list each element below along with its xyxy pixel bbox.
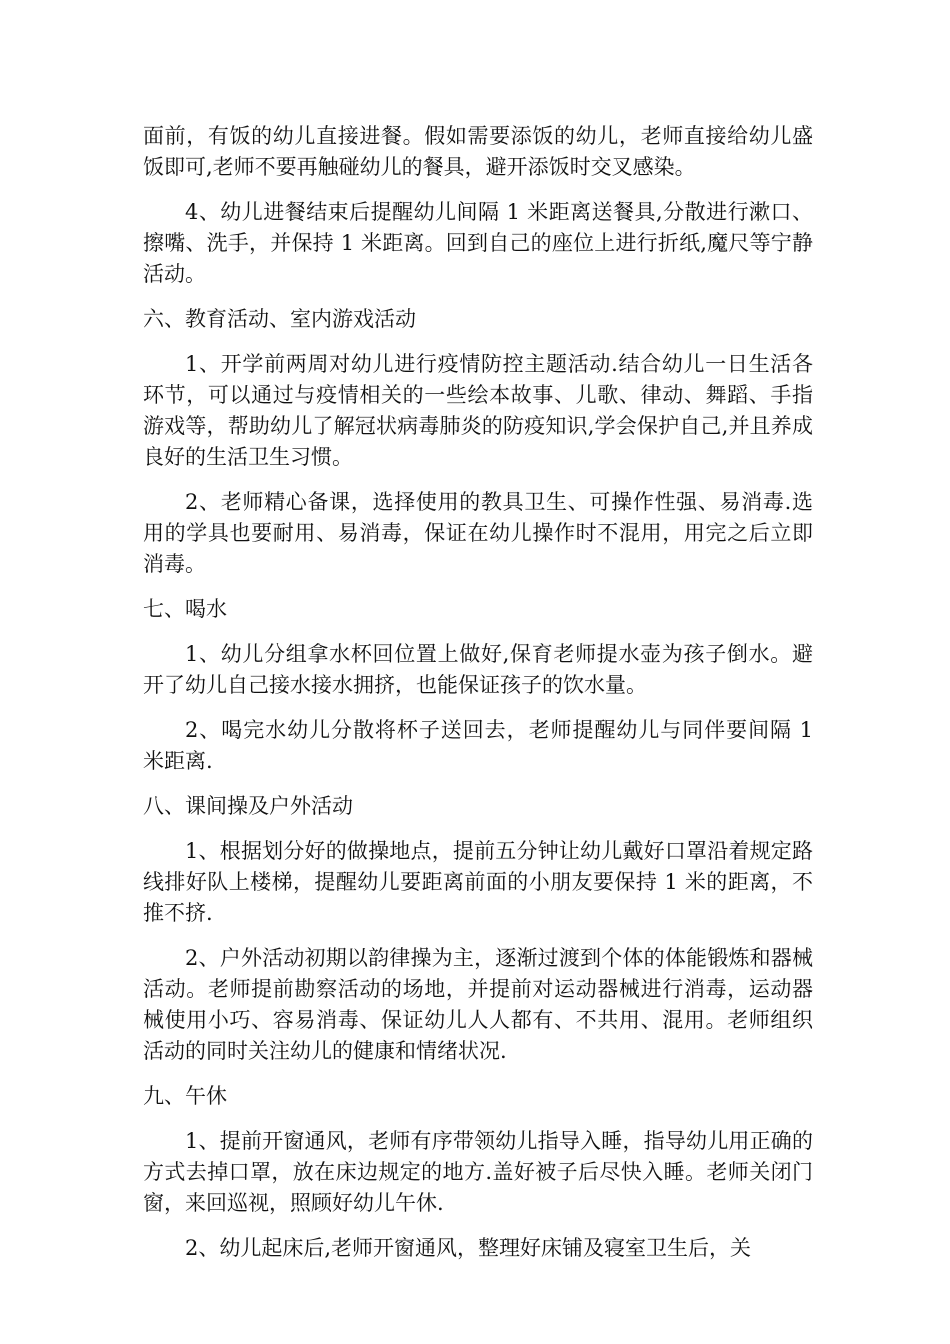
paragraph-exercise-item-2: 2、户外活动初期以韵律操为主，逐渐过渡到个体的体能锻炼和器械活动。老师提前勘察活动的场地，并提前对运动器械进行消毒，运动器械使用小巧、容易消毒、保证幼儿人人都有、不共用、混用。老师组织活动的同时关注幼儿的健康和情绪状况. [143,946,813,1063]
paragraph-meal-continuation: 面前，有饭的幼儿直接进餐。假如需要添饭的幼儿，老师直接给幼儿盛饭即可,老师不要再触碰幼儿的餐具，避开添饭时交叉感染。 [143,124,813,179]
paragraph-exercise-item-1: 1、根据划分好的做操地点，提前五分钟让幼儿戴好口罩沿着规定路线排好队上楼梯，提醒幼儿要距离前面的小朋友要保持 1 米的距离，不推不挤. [143,839,813,925]
paragraph-water-item-1: 1、幼儿分组拿水杯回位置上做好,保育老师提水壶为孩子倒水。避开了幼儿自己接水接水拥挤，也能保证孩子的饮水量。 [143,642,813,697]
document-body [143,121,813,1278]
section-heading-education-activities: 六、教育活动、室内游戏活动 [143,307,416,331]
section-heading-drinking-water: 七、喝水 [143,597,227,621]
paragraph-nap-item-1: 1、提前开窗通风，老师有序带领幼儿指导入睡，指导幼儿用正确的方式去掉口罩，放在床边规定的地方.盖好被子后尽快入睡。老师关闭门窗，来回巡视，照顾好幼儿午休. [143,1129,813,1215]
paragraph-water-item-2: 2、喝完水幼儿分散将杯子送回去，老师提醒幼儿与同伴要间隔 1 米距离. [143,718,813,773]
paragraph-education-item-1: 1、开学前两周对幼儿进行疫情防控主题活动.结合幼儿一日生活各环节，可以通过与疫情相关的一些绘本故事、儿歌、律动、舞蹈、手指游戏等，帮助幼儿了解冠状病毒肺炎的防疫知识,学会保护自己,并且养成良好的生活卫生习惯。 [143,352,813,469]
paragraph-education-item-2: 2、老师精心备课，选择使用的教具卫生、可操作性强、易消毒.选用的学具也要耐用、易消毒，保证在幼儿操作时不混用，用完之后立即消毒。 [143,490,813,576]
paragraph-nap-item-2: 2、幼儿起床后,老师开窗通风，整理好床铺及寝室卫生后，关 [185,1236,752,1260]
section-heading-nap: 九、午休 [143,1084,227,1108]
paragraph-meal-item-4: 4、幼儿进餐结束后提醒幼儿间隔 1 米距离送餐具,分散进行漱口、擦嘴、洗手，并保持 1 米距离。回到自己的座位上进行折纸,魔尺等宁静活动。 [143,200,813,286]
section-heading-exercise-outdoor: 八、课间操及户外活动 [143,794,353,818]
